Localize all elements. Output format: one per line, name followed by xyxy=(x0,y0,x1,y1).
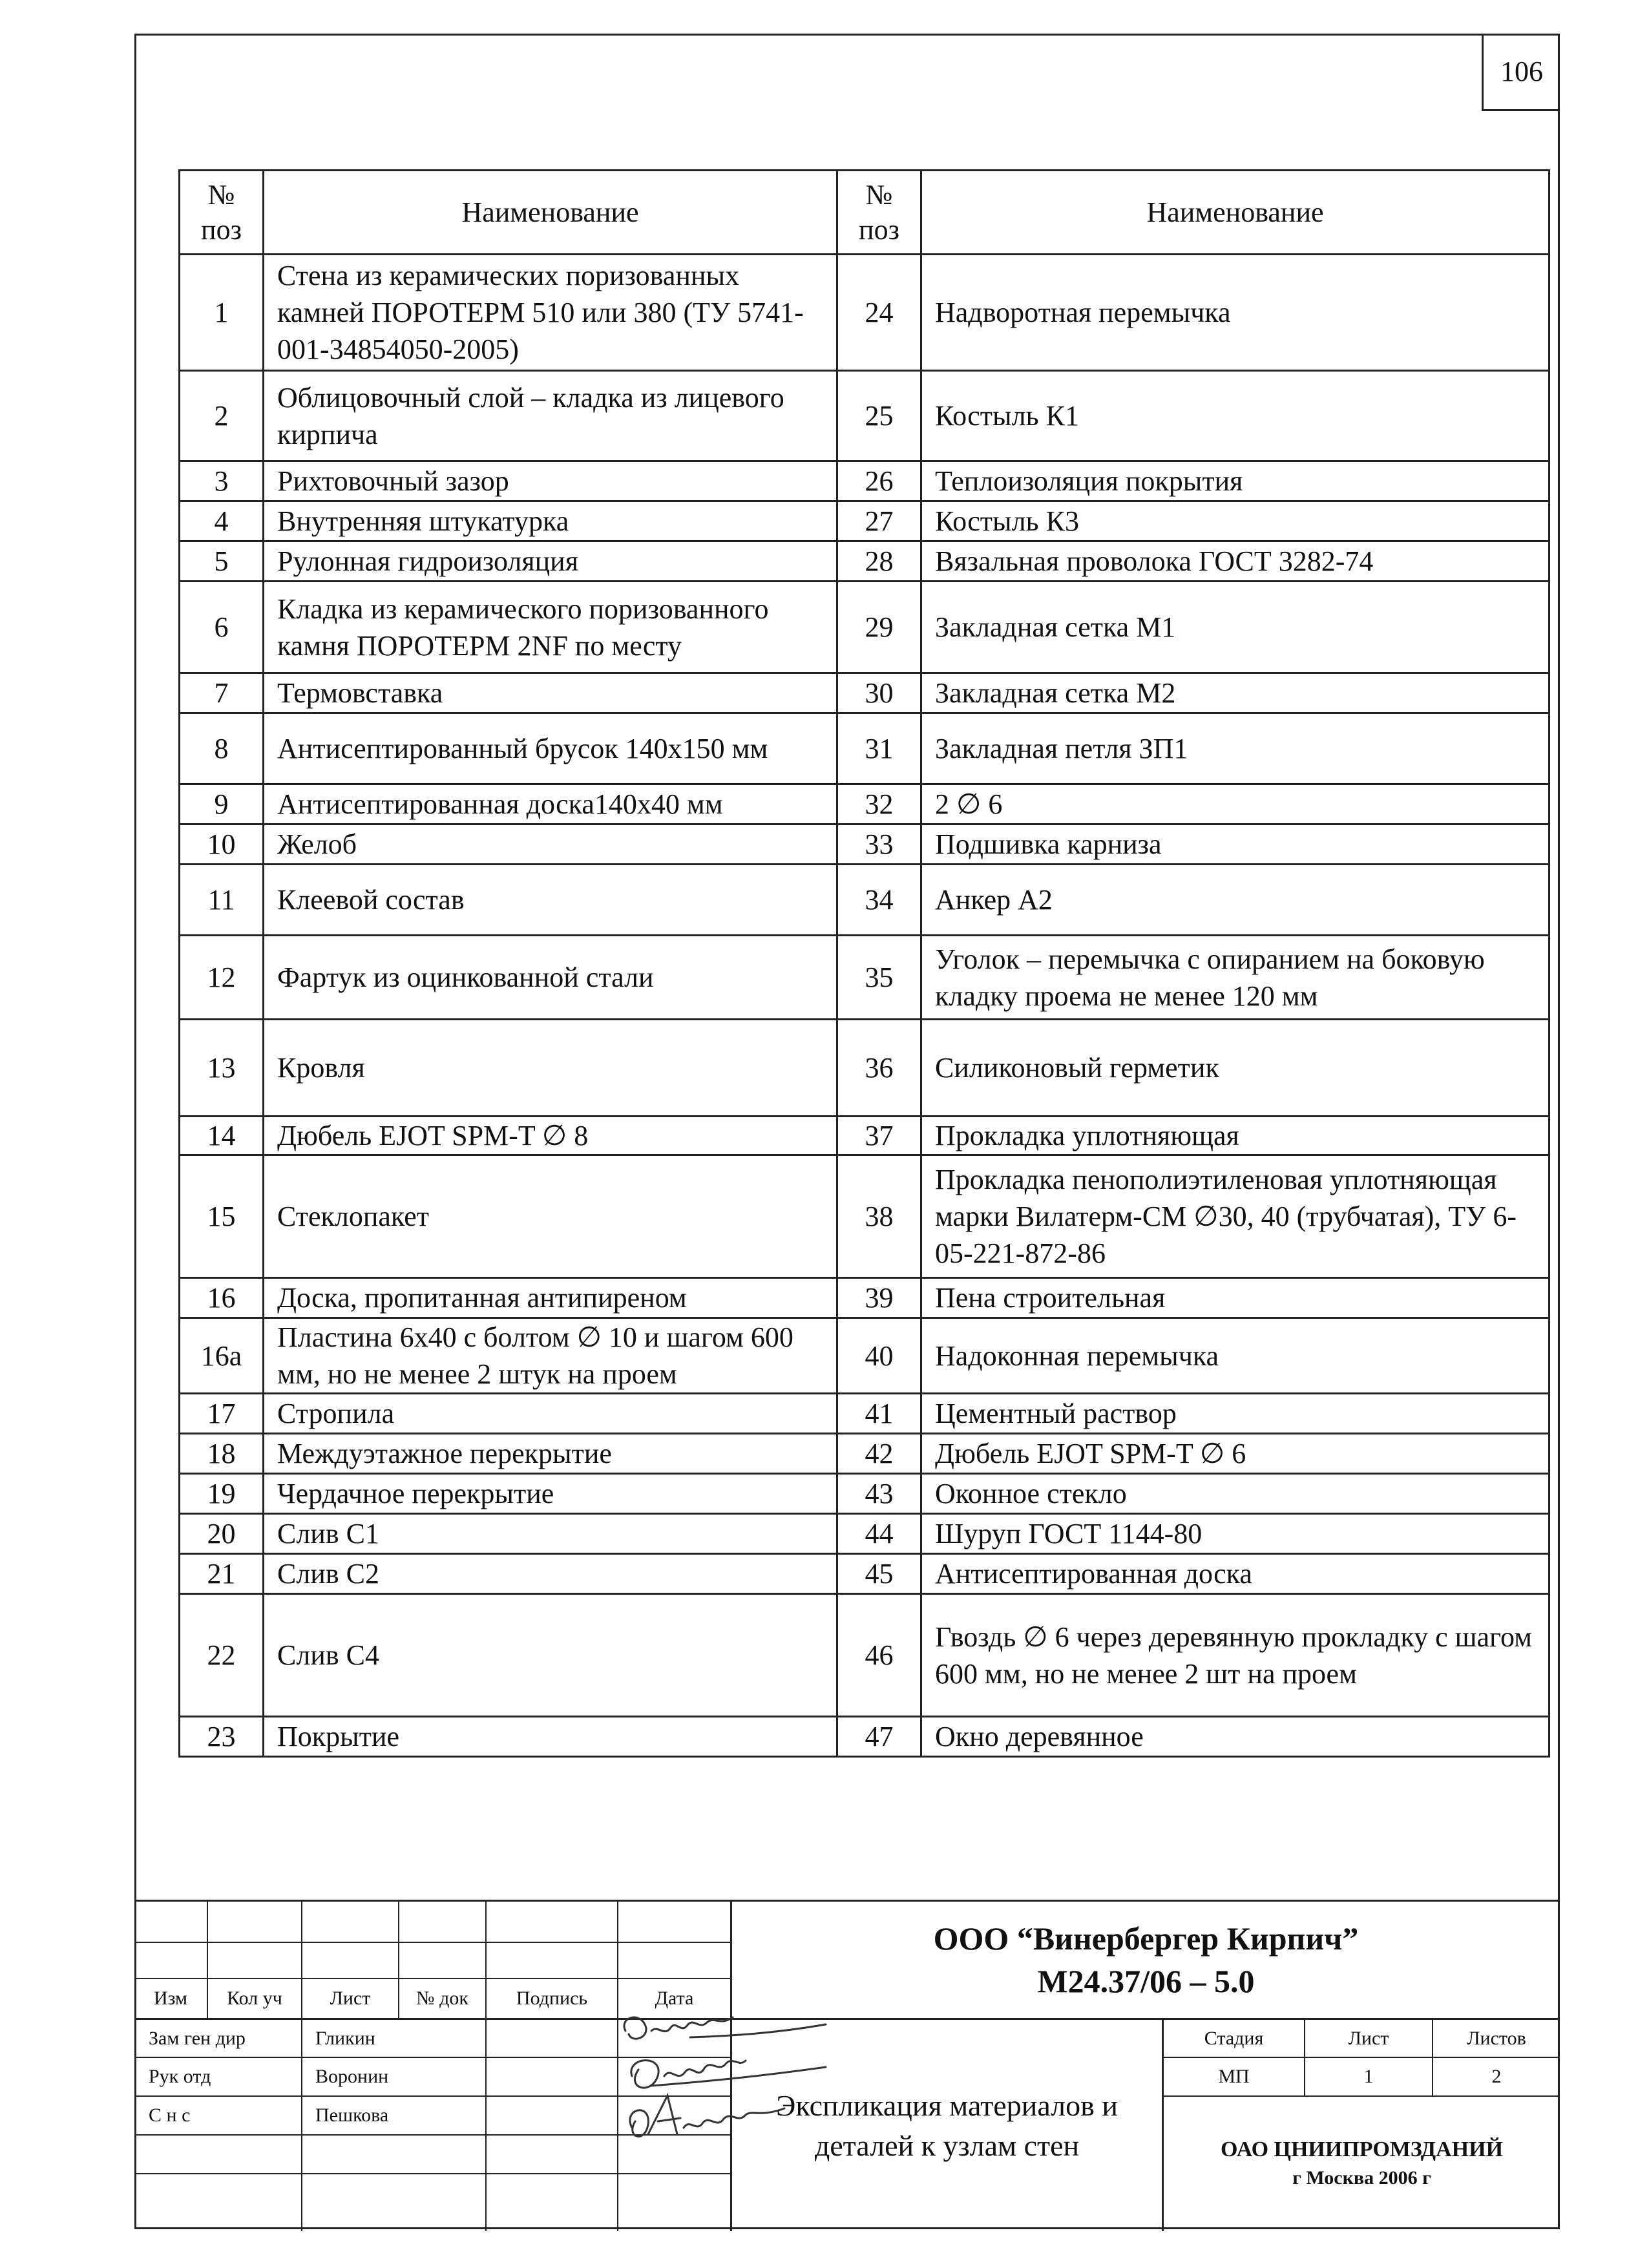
table-row xyxy=(180,936,1549,1020)
table-row xyxy=(180,461,1549,501)
name-left-cell: Стена из керамических поризованных камней ПОРОТЕРМ 510 или 380 (ТУ 5741-001-34854050-2005) xyxy=(264,255,837,371)
name-right-cell: Закладная петля ЗП1 xyxy=(921,713,1549,784)
name-left-cell: Рулонная гидроизоляция xyxy=(264,541,837,582)
table-row xyxy=(180,582,1549,673)
name-right-cell: Прокладка пенополиэтиленовая уплотняющая марки Вилатерм-СМ ∅30, 40 (трубчатая), ТУ 6-05-221-872-86 xyxy=(921,1155,1549,1278)
name-left-cell: Стеклопакет xyxy=(264,1155,837,1278)
name-right-cell: Пена строительная xyxy=(921,1278,1549,1318)
pos-left-cell: 22 xyxy=(180,1594,264,1717)
sheets-value: 2 xyxy=(1491,2066,1502,2087)
name-right-cell: Подшивка карниза xyxy=(921,824,1549,865)
pos-right-cell: 46 xyxy=(837,1594,921,1717)
table-row xyxy=(180,1278,1549,1318)
pos-right-cell: 29 xyxy=(837,582,921,673)
sheets-label: Листов xyxy=(1467,2027,1526,2049)
pos-left-cell: 15 xyxy=(180,1155,264,1278)
table-row xyxy=(180,501,1549,541)
table-row xyxy=(180,784,1549,824)
pos-right-cell: 25 xyxy=(837,371,921,461)
pos-left-cell: 10 xyxy=(180,824,264,865)
pos-left-cell: 12 xyxy=(180,936,264,1020)
name-peshkova: Пешкова xyxy=(315,2105,389,2126)
name-left-cell: Слив С4 xyxy=(264,1594,837,1717)
company-header xyxy=(732,1902,1560,2018)
sheet-value: 1 xyxy=(1363,2066,1374,2087)
pos-left-cell: 20 xyxy=(180,1514,264,1554)
pos-right-cell: 32 xyxy=(837,784,921,824)
pos-right-cell: 31 xyxy=(837,713,921,784)
table-row xyxy=(180,371,1549,461)
table-row xyxy=(180,1155,1549,1278)
pos-left-cell: 13 xyxy=(180,1020,264,1117)
table-header-row xyxy=(180,171,1549,255)
name-left-cell: Внутренняя штукатурка xyxy=(264,501,837,541)
role-senior-researcher: С н с xyxy=(149,2105,191,2126)
pos-right-cell: 36 xyxy=(837,1020,921,1117)
pos-right-cell: 33 xyxy=(837,824,921,865)
name-right-cell: Костыль К1 xyxy=(921,371,1549,461)
table-row xyxy=(180,1318,1549,1394)
pos-left-cell: 18 xyxy=(180,1434,264,1474)
name-left-cell: Клеевой состав xyxy=(264,865,837,936)
name-right-cell: Дюбель EJOT SPM-T ∅ 6 xyxy=(921,1434,1549,1474)
name-right-cell: Силиконовый герметик xyxy=(921,1020,1549,1117)
pos-right-cell: 39 xyxy=(837,1278,921,1318)
pos-left-cell: 4 xyxy=(180,501,264,541)
name-left-cell: Чердачное перекрытие xyxy=(264,1474,837,1514)
name-right-cell: Оконное стекло xyxy=(921,1474,1549,1514)
table-row xyxy=(180,1474,1549,1514)
name-left-cell: Доска, пропитанная антипиреном xyxy=(264,1278,837,1318)
table-row xyxy=(180,255,1549,371)
name-right-cell: Гвоздь ∅ 6 через деревянную прокладку с шагом 600 мм, но не менее 2 шт на проем xyxy=(921,1594,1549,1717)
pos-right-cell: 38 xyxy=(837,1155,921,1278)
name-left-cell: Желоб xyxy=(264,824,837,865)
name-right-cell: Прокладка уплотняющая xyxy=(921,1117,1549,1155)
name-right-cell: 2 ∅ 6 xyxy=(921,784,1549,824)
document-code: М24.37/06 – 5.0 xyxy=(1037,1963,1255,1999)
table-row xyxy=(180,1514,1549,1554)
pos-right-cell: 27 xyxy=(837,501,921,541)
pos-left-cell: 23 xyxy=(180,1717,264,1757)
stage-label: Стадия xyxy=(1204,2027,1264,2049)
name-right-cell: Окно деревянное xyxy=(921,1717,1549,1757)
name-left-cell: Кровля xyxy=(264,1020,837,1117)
company-name: ООО “Винербергер Кирпич” xyxy=(933,1920,1359,1957)
pos-left-cell: 21 xyxy=(180,1554,264,1594)
name-right-cell: Уголок – перемычка с опиранием на боковую кладку проема не менее 120 мм xyxy=(921,936,1549,1020)
name-left-cell: Стропила xyxy=(264,1394,837,1434)
pos-right-cell: 43 xyxy=(837,1474,921,1514)
name-right-cell: Шуруп ГОСТ 1144-80 xyxy=(921,1514,1549,1554)
pos-right-cell: 47 xyxy=(837,1717,921,1757)
name-left-cell: Облицовочный слой – кладка из лицевого кирпича xyxy=(264,371,837,461)
document-title: Экспликация материалов и деталей к узлам стен xyxy=(776,2088,1118,2162)
materials-table xyxy=(178,169,1550,1758)
header-name-left: Наименование xyxy=(264,171,837,255)
pos-right-cell: 30 xyxy=(837,673,921,713)
table-row xyxy=(180,1554,1549,1594)
sheet-label: Лист xyxy=(1348,2027,1389,2049)
pos-right-cell: 44 xyxy=(837,1514,921,1554)
col-izm: Изм xyxy=(153,1988,188,2009)
name-right-cell: Закладная сетка М1 xyxy=(921,582,1549,673)
pos-left-cell: 5 xyxy=(180,541,264,582)
pos-right-cell: 37 xyxy=(837,1117,921,1155)
table-row xyxy=(180,541,1549,582)
pos-left-cell: 9 xyxy=(180,784,264,824)
pos-right-cell: 28 xyxy=(837,541,921,582)
name-right-cell: Вязальная проволока ГОСТ 3282-74 xyxy=(921,541,1549,582)
name-left-cell: Антисептированная доска140х40 мм xyxy=(264,784,837,824)
pos-left-cell: 16а xyxy=(180,1318,264,1394)
col-no-dok: № док xyxy=(416,1988,468,2009)
col-list: Лист xyxy=(330,1988,371,2009)
pos-left-cell: 16 xyxy=(180,1278,264,1318)
col-kol-uch: Кол уч xyxy=(227,1988,282,2009)
pos-right-cell: 24 xyxy=(837,255,921,371)
table-row xyxy=(180,673,1549,713)
name-left-cell: Дюбель EJOT SPM-T ∅ 8 xyxy=(264,1117,837,1155)
name-left-cell: Термовставка xyxy=(264,673,837,713)
name-right-cell: Теплоизоляция покрытия xyxy=(921,461,1549,501)
title-block xyxy=(134,1900,1560,2229)
pos-right-cell: 34 xyxy=(837,865,921,936)
name-glikin: Гликин xyxy=(315,2027,375,2049)
name-left-cell: Антисептированный брусок 140х150 мм xyxy=(264,713,837,784)
name-left-cell: Кладка из керамического поризованного камня ПОРОТЕРМ 2NF по месту xyxy=(264,582,837,673)
col-data: Дата xyxy=(655,1988,694,2009)
pos-left-cell: 7 xyxy=(180,673,264,713)
pos-right-cell: 41 xyxy=(837,1394,921,1434)
name-left-cell: Пластина 6х40 с болтом ∅ 10 и шагом 600 мм, но не менее 2 штук на проем xyxy=(264,1318,837,1394)
pos-left-cell: 2 xyxy=(180,371,264,461)
pos-left-cell: 3 xyxy=(180,461,264,501)
name-right-cell: Антисептированная доска xyxy=(921,1554,1549,1594)
name-left-cell: Фартук из оцинкованной стали xyxy=(264,936,837,1020)
table-row xyxy=(180,713,1549,784)
pos-left-cell: 1 xyxy=(180,255,264,371)
table-row xyxy=(180,1394,1549,1434)
name-left-cell: Слив С2 xyxy=(264,1554,837,1594)
table-row xyxy=(180,1717,1549,1757)
header-pos-right-label: № поз xyxy=(859,178,899,246)
pos-right-cell: 26 xyxy=(837,461,921,501)
pos-right-cell: 42 xyxy=(837,1434,921,1474)
pos-right-cell: 35 xyxy=(837,936,921,1020)
sheet-number: 106 xyxy=(1482,34,1560,111)
role-head-dept: Рук отд xyxy=(149,2066,211,2087)
name-right-cell: Анкер А2 xyxy=(921,865,1549,936)
name-right-cell: Надоконная перемычка xyxy=(921,1318,1549,1394)
name-right-cell: Надворотная перемычка xyxy=(921,255,1549,371)
pos-left-cell: 19 xyxy=(180,1474,264,1514)
table-row xyxy=(180,824,1549,865)
name-left-cell: Рихтовочный зазор xyxy=(264,461,837,501)
pos-left-cell: 6 xyxy=(180,582,264,673)
pos-left-cell: 17 xyxy=(180,1394,264,1434)
organization xyxy=(1164,2097,1560,2231)
table-row xyxy=(180,1117,1549,1155)
pos-left-cell: 8 xyxy=(180,713,264,784)
table-row xyxy=(180,1594,1549,1717)
header-pos-left-label: № поз xyxy=(201,178,242,246)
table-row xyxy=(180,1020,1549,1117)
name-right-cell: Цементный раствор xyxy=(921,1394,1549,1434)
name-left-cell: Покрытие xyxy=(264,1717,837,1757)
organization-city-year: г Москва 2006 г xyxy=(1292,2167,1431,2189)
pos-left-cell: 14 xyxy=(180,1117,264,1155)
name-left-cell: Слив С1 xyxy=(264,1514,837,1554)
pos-right-cell: 40 xyxy=(837,1318,921,1394)
pos-right-cell: 45 xyxy=(837,1554,921,1594)
name-right-cell: Костыль К3 xyxy=(921,501,1549,541)
name-voronin: Воронин xyxy=(315,2066,389,2087)
header-name-right: Наименование xyxy=(921,171,1549,255)
col-podpis: Подпись xyxy=(516,1988,588,2009)
header-pos-right xyxy=(837,171,921,255)
role-deputy-director: Зам ген дир xyxy=(149,2027,246,2049)
name-right-cell: Закладная сетка М2 xyxy=(921,673,1549,713)
table-row xyxy=(180,865,1549,936)
name-left-cell: Междуэтажное перекрытие xyxy=(264,1434,837,1474)
header-pos-left xyxy=(180,171,264,255)
table-row xyxy=(180,1434,1549,1474)
organization-name: ОАО ЦНИИПРОМЗДАНИЙ xyxy=(1220,2137,1504,2161)
pos-left-cell: 11 xyxy=(180,865,264,936)
stage-value: МП xyxy=(1218,2066,1250,2087)
